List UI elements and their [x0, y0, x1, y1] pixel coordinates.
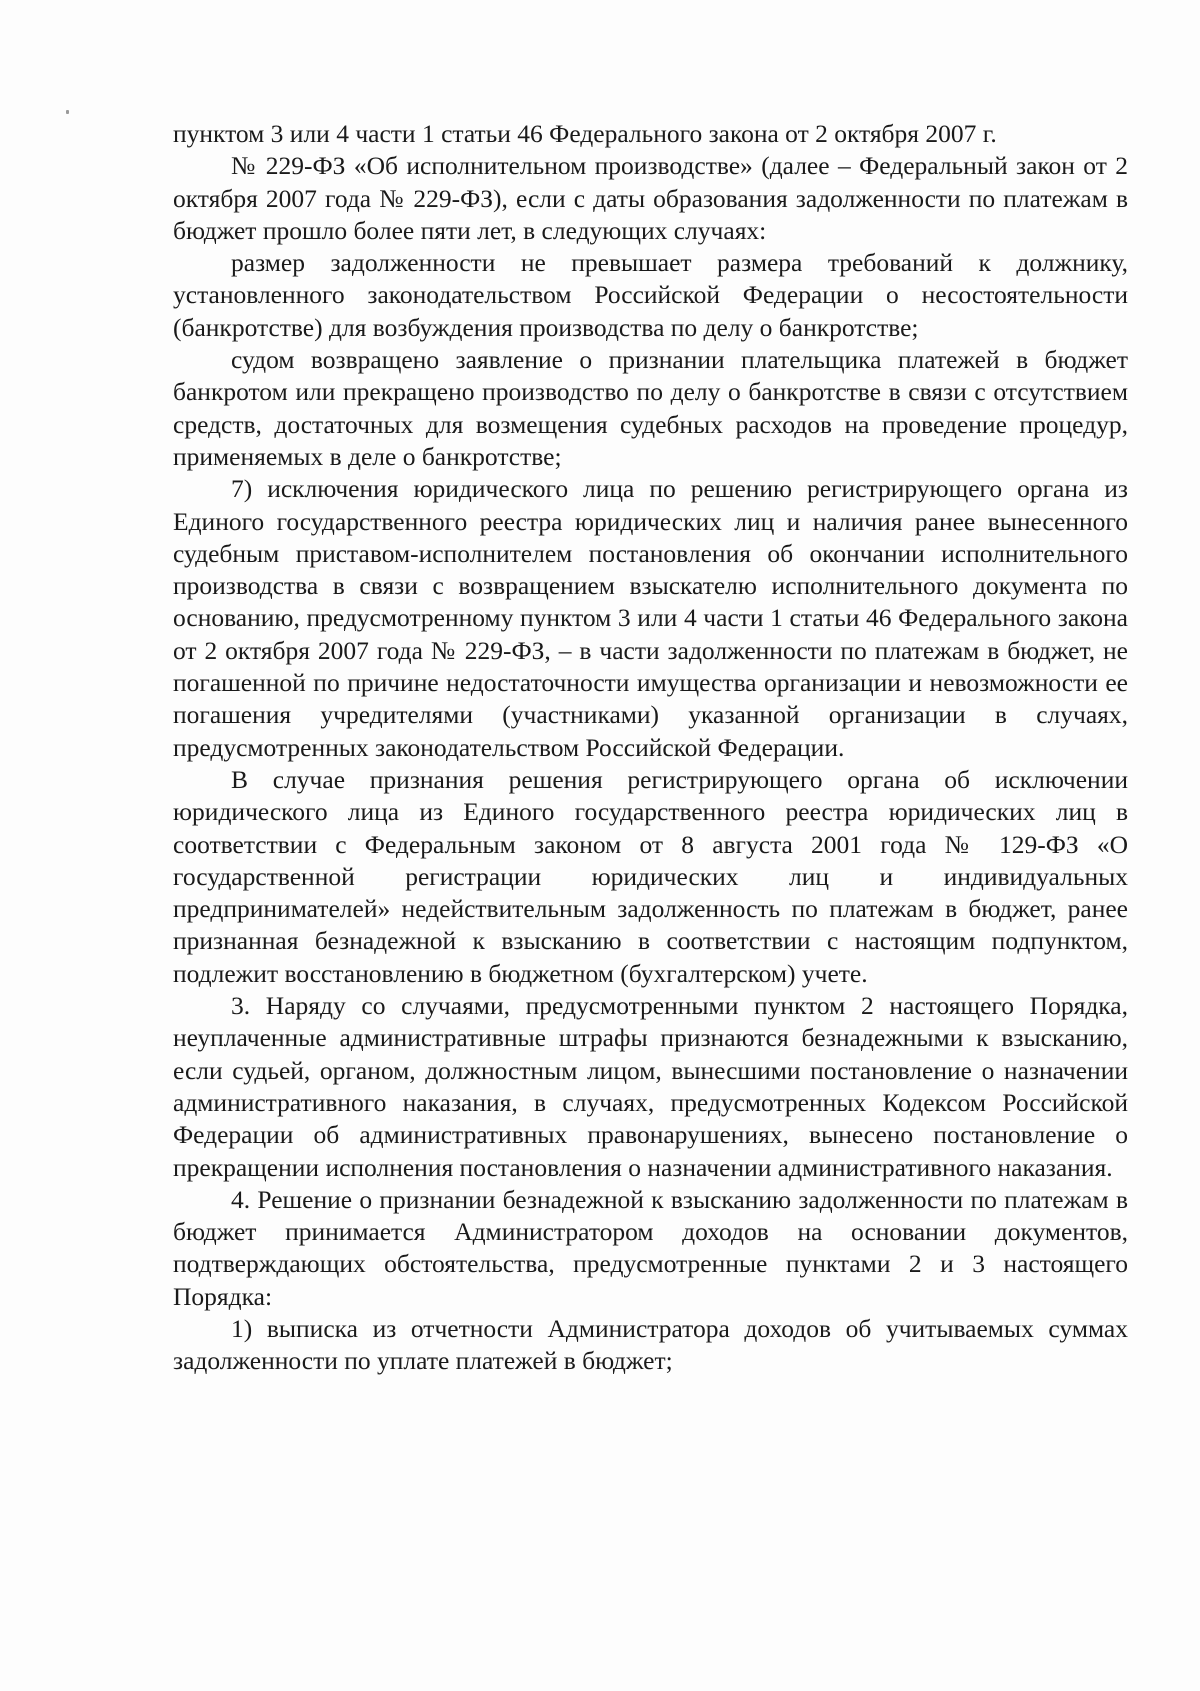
document-body [173, 118, 1128, 1378]
paragraph-item-1: 1) выписка из отчетности Администратора доходов об учитываемых суммах задолженности по уплате платежей в бюджет; [173, 1313, 1128, 1376]
paragraph-section-4: 4. Решение о признании безнадежной к взысканию задолженности по платежам в бюджет принимается Администратором доходов на основании документов, подтверждающих обстоятельства, предусмотренные пунктами 2 и 3 настоящего Порядка: [173, 1184, 1128, 1311]
paragraph-court-returned: судом возвращено заявление о признании плательщика платежей в бюджет банкротом или прекращено производство по делу о банкротстве в связи с отсутствием средств, достаточных для возмещения судебных расходов на проведение процедур, применяемых в деле о банкротстве; [173, 345, 1128, 471]
paragraph-debt-size: размер задолженности не превышает размера требований к должнику, установленного законодательством Российской Федерации о несостоятельности (банкротстве) для возбуждения производства по делу о банкротстве; [173, 248, 1128, 342]
scan-speck [66, 110, 69, 114]
paragraph-law-229: № 229-ФЗ «Об исполнительном производстве» (далее – Федеральный закон от 2 октября 2007 года № 229-ФЗ), если с даты образования задолженности по платежам в бюджет прошло более пяти лет, в следующих случаях: [173, 151, 1128, 245]
paragraph-section-3: 3. Наряду со случаями, предусмотренными пунктом 2 настоящего Порядка, неуплаченные административные штрафы признаются безнадежными к взысканию, если судьей, органом, должностным лицом, вынесшими постановление о назначении административного наказания, в случаях, предусмотренных Кодексом Российской Федерации об административных правонарушениях, вынесено постановление о прекращении исполнения постановления о назначении административного наказания. [173, 991, 1128, 1182]
paragraph-continuation: пунктом 3 или 4 части 1 статьи 46 Федерального закона от 2 октября 2007 г. [173, 119, 997, 148]
paragraph-item-7: 7) исключения юридического лица по решению регистрирующего органа из Единого государственного реестра юридических лиц и наличия ранее вынесенного судебным приставом-исполнителем постановления об окончании исполнительного производства в связи с возвращением взыскателю исполнительного документа по основанию, предусмотренному пунктом 3 или 4 части 1 статьи 46 Федерального закона от 2 октября 2007 года № 229-ФЗ, – в части задолженности по платежам в бюджет, не погашенной по причине недостаточности имущества организации и невозможности ее погашения учредителями (участниками) указанной организации в случаях, предусмотренных законодательством Российской Федерации. [173, 474, 1128, 762]
paragraph-invalid-decision: В случае признания решения регистрирующего органа об исключении юридического лица из Единого государственного реестра юридических лиц в соответствии с Федеральным законом от 8 августа 2001 года № 129-ФЗ «О государственной регистрации юридических лиц и индивидуальных предпринимателей» недействительным задолженность по платежам в бюджет, ранее признанная безнадежной к взысканию в соответствии с настоящим подпунктом, подлежит восстановлению в бюджетном (бухгалтерском) учете. [173, 764, 1128, 988]
